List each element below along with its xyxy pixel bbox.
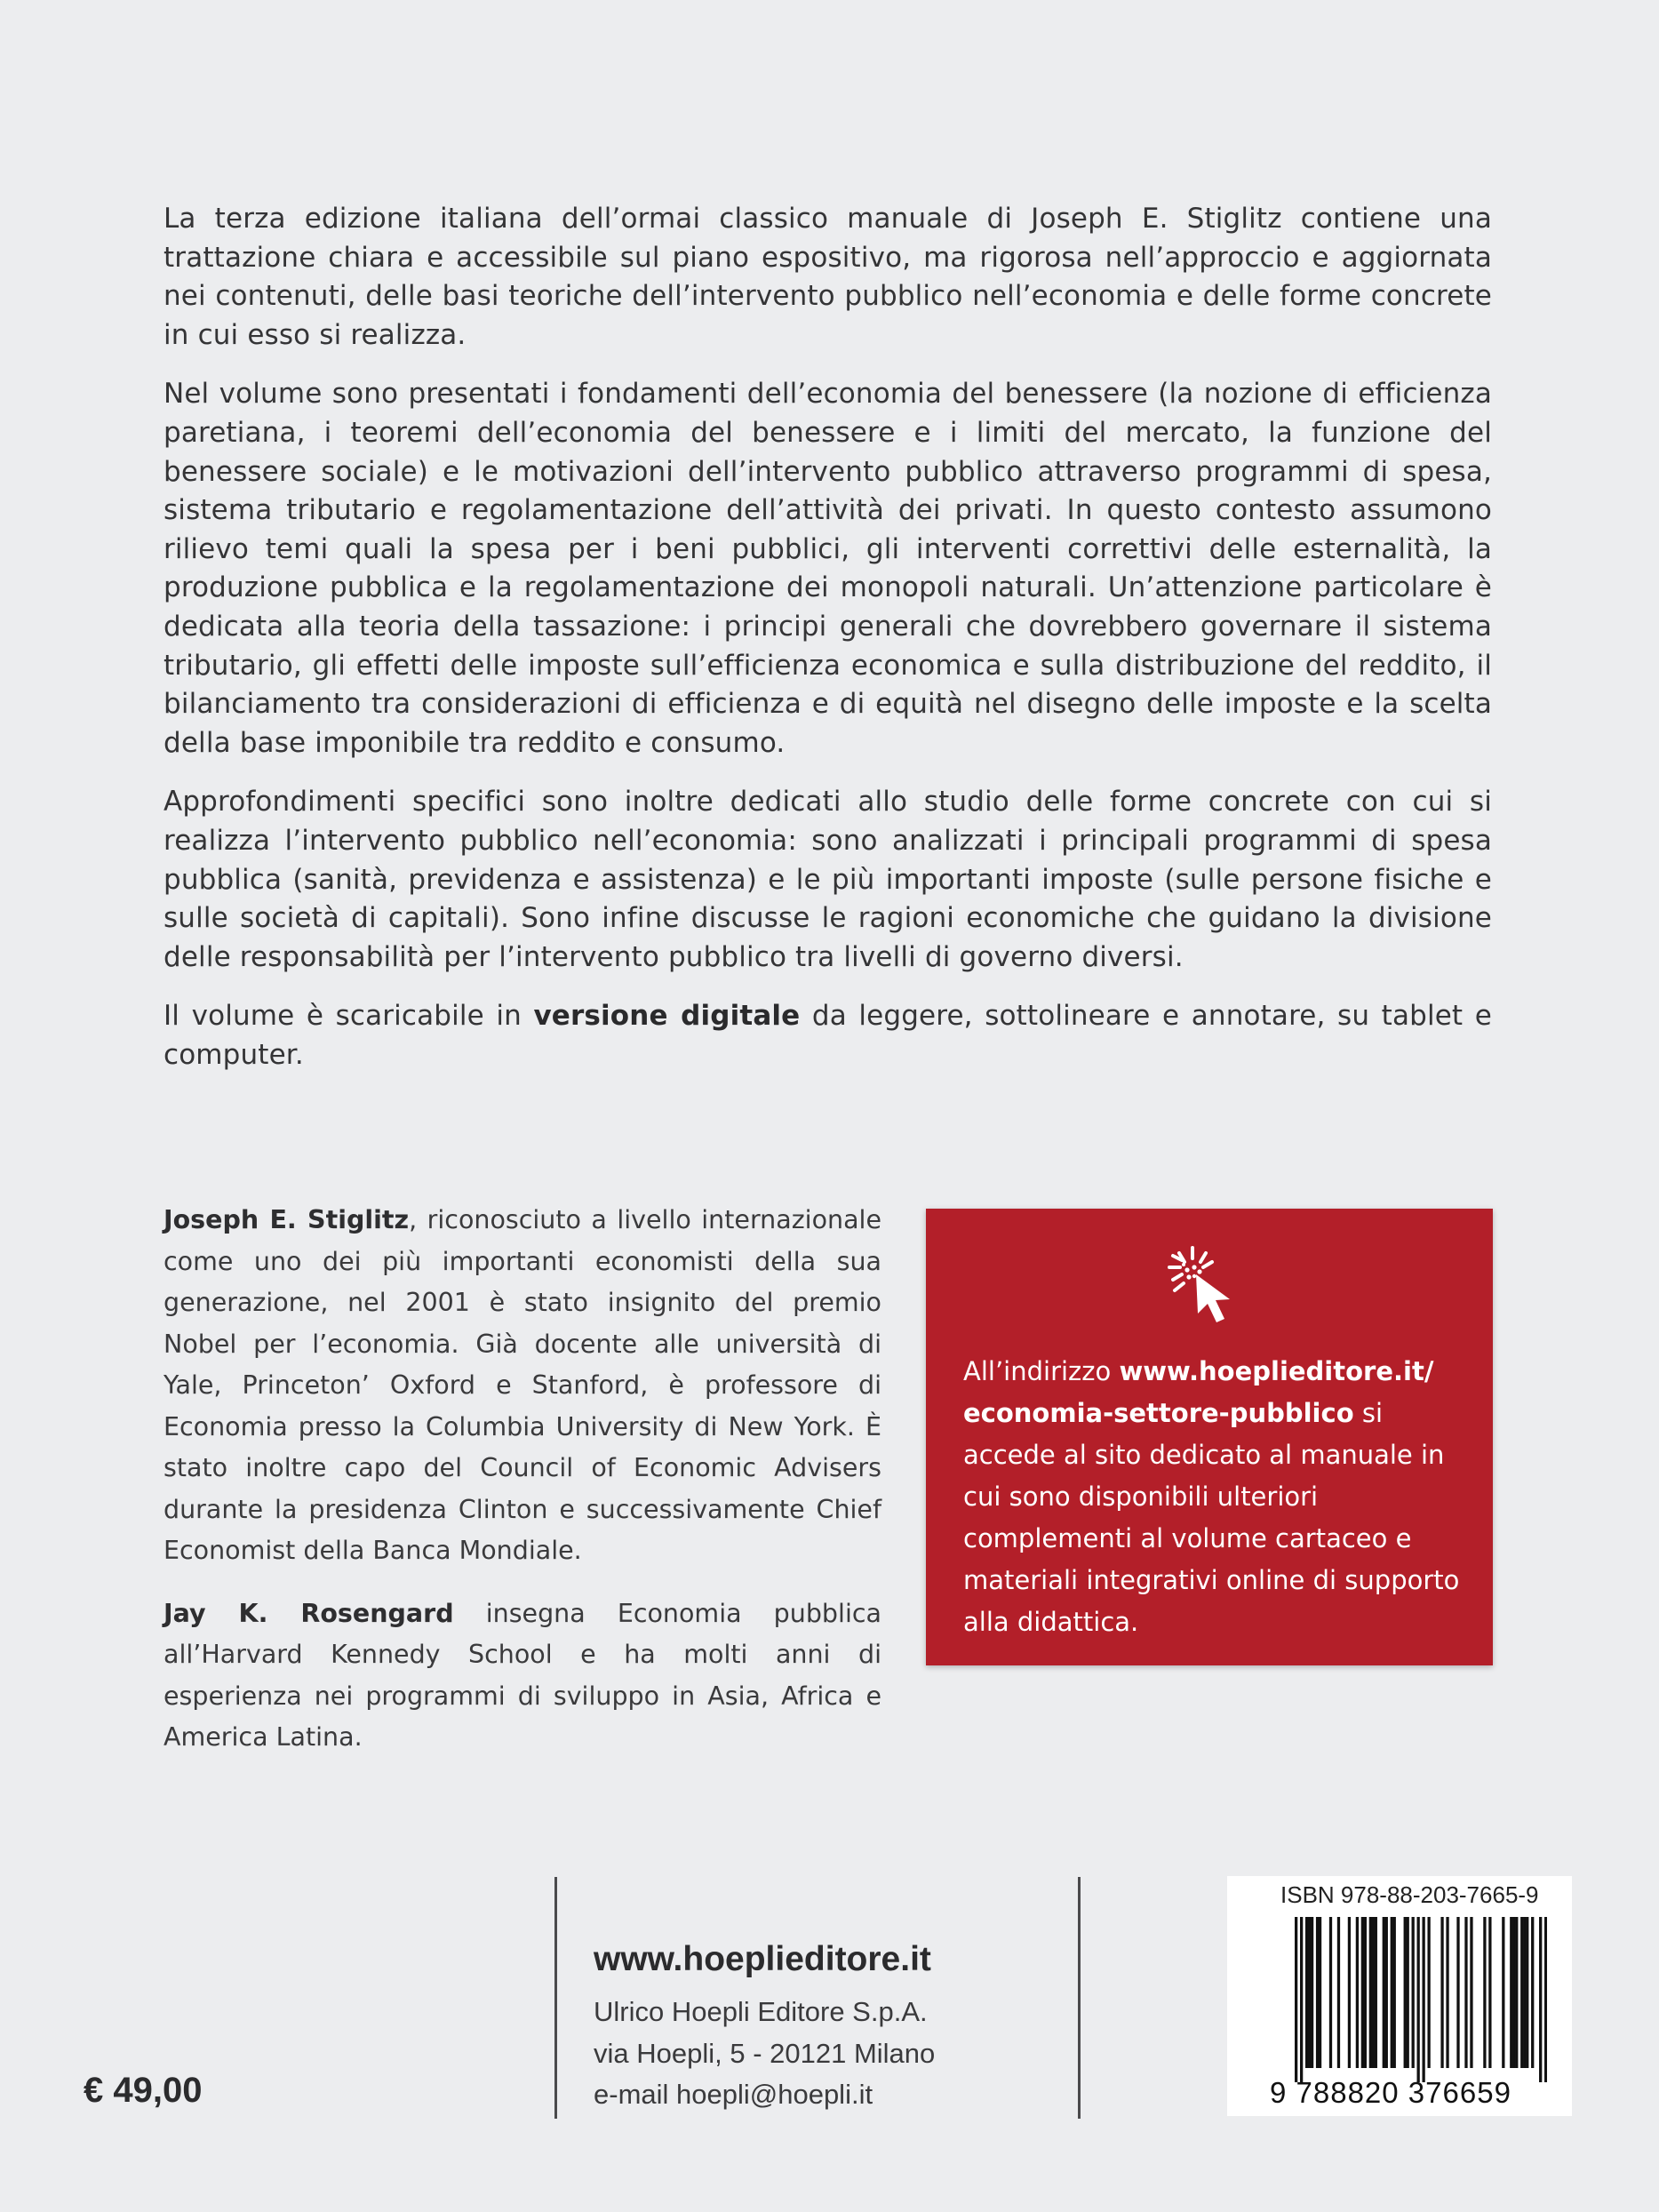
rosengard-bio <box>164 1593 881 1759</box>
barcode-bar <box>1483 1917 1486 2068</box>
barcode-bar <box>1361 1917 1364 2068</box>
publisher-street-address: via Hoepli, 5 - 20121 Milano <box>594 2037 936 2069</box>
cursor-click-icon <box>1166 1241 1255 1330</box>
barcode-bar <box>1356 1917 1359 2068</box>
barcode-bar <box>1488 1917 1491 2068</box>
online-resources-box <box>926 1209 1493 1665</box>
barcode-digits: 9 788820 376659 <box>1270 2076 1511 2109</box>
barcode-bar <box>1512 1917 1515 2068</box>
barcode-bar <box>1308 1917 1311 2068</box>
barcode-bar <box>1337 1917 1340 2068</box>
author-name-rosengard: Jay K. Rosengard <box>164 1598 454 1628</box>
barcode-bar <box>1372 1917 1375 2068</box>
barcode-bar <box>1440 1917 1443 2068</box>
stiglitz-bio <box>164 1200 881 1572</box>
barcode-bar <box>1523 1917 1526 2068</box>
rosengard-bio-text: insegna Economia pubblica all’Harvard Kennedy School e ha molti anni di esperienza nei programmi di sviluppo in Asia, Africa e America Latina. <box>164 1598 881 1752</box>
barcode-bar <box>1295 1917 1297 2082</box>
book-description <box>164 200 1492 1095</box>
stiglitz-bio-text: , riconosciuto a livello internazionale come uno dei più importanti economisti della sua generazione, nel 2001 è stato insignito del premio Nobel per l’economia. Già docente alle università di Yale, Princeton’ Oxford e Stanford, è professore di Economia presso la Columbia University di New York. È stato inoltre capo del Council of Economic Advisers durante la presidenza Clinton e successivamente Chief Economist della Banca Mondiale. <box>164 1205 881 1565</box>
barcode-bar <box>1393 1917 1396 2068</box>
online-resources-text <box>963 1351 1461 1643</box>
barcode-bar <box>1300 1917 1303 2082</box>
digital-version-paragraph <box>164 997 1492 1074</box>
barcode-bar <box>1348 1917 1351 2068</box>
barcode-bar <box>1404 1917 1407 2068</box>
barcode-bar <box>1391 1917 1393 2068</box>
barcode-bar <box>1364 1917 1367 2068</box>
description-paragraph: Nel volume sono presentati i fondamenti dell’economia del benessere (la nozione di efficienza paretiana, i teoremi dell’economia del benessere e i limiti del mercato, la funzione del benessere sociale) e le motivazioni dell’intervento pubblico attraverso programmi di spesa, sistema tributario e regolamentazione dell’attività dei privati. In questo contesto assumono rilievo temi quali la spesa per i beni pubblici, gli interventi correttivi delle esternalità, la produzione pubblica e la regolamentazione dei monopoli naturali. Un’attenzione particolare è dedicata alla teoria della tassazione: i principi generali che dovrebbero governare il sistema tributario, gli effetti delle imposte sull’efficienza economica e sulla distribuzione del reddito, il bilanciamento tra considerazioni di efficienza e di equità nel disegno delle imposte e la scelta della base imponibile tra reddito e consumo. <box>164 378 1492 759</box>
barcode-bar <box>1311 1917 1313 2068</box>
online-url-line1[interactable]: www.hoeplieditore.it/ <box>1119 1356 1434 1386</box>
vertical-divider <box>554 1877 557 2119</box>
barcode-bar <box>1329 1917 1332 2068</box>
description-paragraph: La terza edizione italiana dell’ormai classico manuale di Joseph E. Stiglitz contiene una trattazione chiara e accessibile sul piano espositivo, ma rigorosa nell’approccio e aggiornata nei contenuti, delle basi teoriche dell’intervento pubblico nell’economia e delle forme concrete in cui esso si realizza. <box>164 203 1492 351</box>
online-text-after: si accede al sito dedicato al manuale in cui sono disponibili ulteriori complementi al volume cartaceo e materiali integrativi online di supporto alla didattica. <box>963 1398 1460 1637</box>
barcode-bar <box>1470 1917 1472 2068</box>
barcode-bar <box>1531 1917 1534 2068</box>
barcode-bar <box>1422 1917 1424 2082</box>
barcode-bar <box>1369 1917 1372 2068</box>
barcode-bar <box>1544 1917 1547 2082</box>
barcode-bar <box>1407 1917 1409 2068</box>
barcode-bar <box>1319 1917 1321 2068</box>
publisher-name: Ulrico Hoepli Editore S.p.A. <box>594 1996 928 2027</box>
barcode-bar <box>1464 1917 1467 2068</box>
digital-version-highlight: versione digitale <box>533 1000 801 1033</box>
digital-text-after: da leggere, sottolineare e annotare, su tablet e computer. <box>164 1000 1492 1071</box>
description-paragraph: Approfondimenti specifici sono inoltre dedicati allo studio delle forme concrete con cui si realizza l’intervento pubblico nell’economia: sono analizzati i principali programmi di spesa pubblica (sanità, previdenza e assistenza) e le più importanti imposte (sulle persone fisiche e sulle società di capitali). Sono infine discusse le ragioni economiche che guidano la divisione delle responsabilità per l’intervento pubblico tra livelli di governo diversi. <box>164 786 1492 973</box>
barcode-bar <box>1427 1917 1430 2068</box>
publisher-email: e-mail hoepli@hoepli.it <box>594 2079 873 2110</box>
online-text-before: All’indirizzo <box>963 1356 1120 1386</box>
barcode-bar <box>1515 1917 1518 2068</box>
online-url-line2[interactable]: economia-settore-pubblico <box>963 1398 1354 1428</box>
publisher-website[interactable]: www.hoeplieditore.it <box>594 1940 931 1978</box>
publisher-address-block <box>594 1992 935 2116</box>
barcode-bar <box>1502 1917 1504 2068</box>
barcode-bar <box>1375 1917 1377 2068</box>
price-label: € 49,00 <box>84 2071 203 2110</box>
barcode-bar <box>1446 1917 1448 2068</box>
barcode-bar <box>1385 1917 1388 2068</box>
barcode-bar <box>1305 1917 1308 2068</box>
vertical-divider <box>1078 1877 1081 2119</box>
author-name-stiglitz: Joseph E. Stiglitz <box>164 1205 410 1234</box>
digital-text-before: Il volume è scaricabile in <box>164 1000 534 1033</box>
barcode-bar <box>1456 1917 1459 2068</box>
author-bios <box>164 1200 881 1780</box>
barcode-image <box>1295 1917 1547 2082</box>
barcode-bar <box>1412 1917 1415 2068</box>
barcode-bar <box>1383 1917 1385 2068</box>
barcode-bar <box>1510 1917 1512 2068</box>
barcode-bar <box>1526 1917 1528 2068</box>
barcode-bar <box>1316 1917 1319 2068</box>
barcode-panel <box>1227 1876 1572 2116</box>
barcode-bar <box>1417 1917 1420 2082</box>
barcode-bar <box>1539 1917 1542 2082</box>
barcode-bar <box>1520 1917 1523 2068</box>
isbn-label: ISBN 978-88-203-7665-9 <box>1280 1881 1539 1908</box>
